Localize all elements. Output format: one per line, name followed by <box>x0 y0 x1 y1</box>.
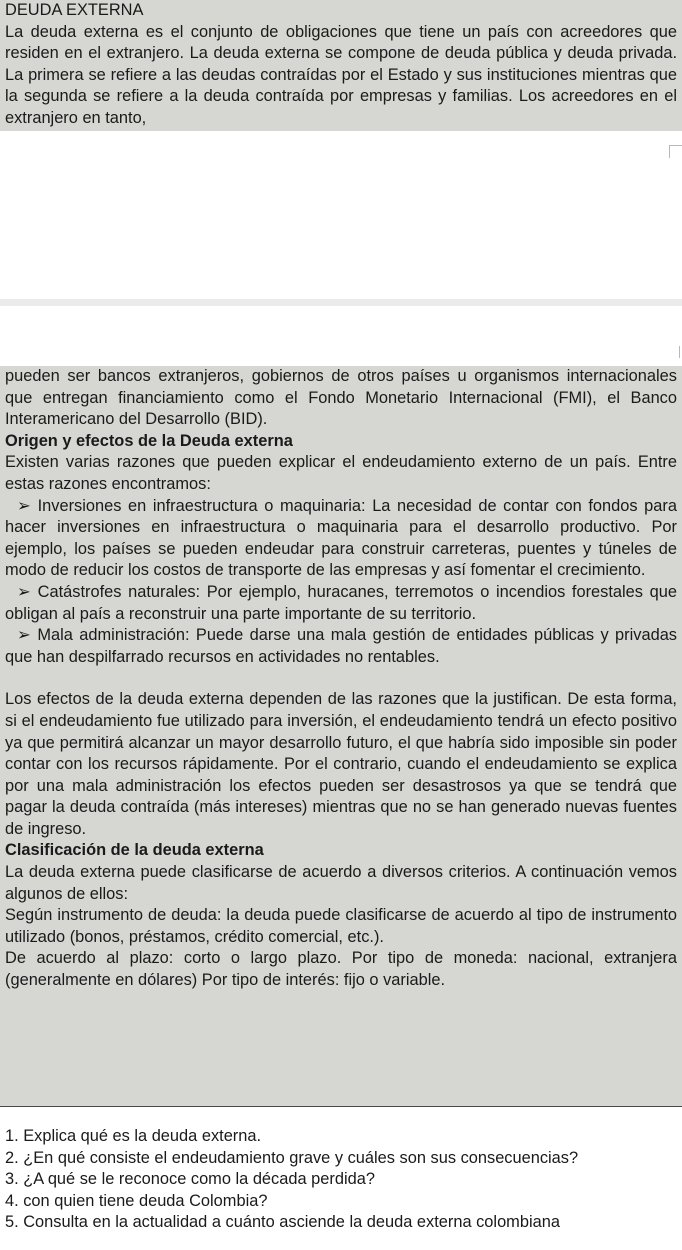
intro-block <box>0 0 682 131</box>
bullet-item <box>5 496 677 582</box>
question-item: 3. ¿A qué se le reconoce como la década perdida? <box>5 1170 375 1189</box>
bullet-item <box>5 582 677 625</box>
classification-intro: La deuda externa puede clasificarse de acuerdo a diversos criterios. A continuación vemos algunos de ellos: <box>5 863 677 903</box>
bullet-text: Catástrofes naturales: Por ejemplo, huracanes, terremotos o incendios forestales que obligan al país a reconstruir una parte importante de su territorio. <box>5 582 677 623</box>
question-item: 1. Explica qué es la deuda externa. <box>5 1127 262 1145</box>
page-separator <box>0 299 682 306</box>
question-item: 2. ¿En qué consiste el endeudamiento grave y cuáles son sus consecuencias? <box>5 1148 579 1167</box>
question-item: 5. Consulta en la actualidad a cuánto asciende la deuda externa colombiana <box>5 1213 560 1232</box>
origin-intro: Existen varias razones que pueden explicar el endeudamiento externo de un país. Entre estas razones encontramos: <box>5 453 677 493</box>
divider-line <box>0 1106 682 1107</box>
blank-area-top <box>0 131 682 299</box>
effects-paragraph: Los efectos de la deuda externa dependen de las razones que la justifican. De esta forma, si el endeudamiento fue utilizado para inversión, el endeudamiento tendrá un efecto positivo ya que permitirá alcanzar un mayor desarrollo futuro, el que habría sido imposible sin poder contar con los recursos rápidamente. Por el contrario, cuando el endeudamiento se explica por una mala administración los efectos pueden ser desastrosos ya que se tendrá que pagar la deuda contraída (más intereses) mientras que no se han generado nuevas fuentes de ingreso. <box>5 690 677 838</box>
classification-heading: Clasificación de la deuda externa <box>5 841 264 860</box>
main-block <box>0 366 682 1106</box>
classification-term: De acuerdo al plazo: corto o largo plazo. Por tipo de moneda: nacional, extranjera (generalmente en dólares) Por tipo de interés: fijo o variable. <box>5 949 677 990</box>
bullet-text: Mala administración: Puede darse una mala gestión de entidades públicas y privadas que han despilfarrado recursos en actividades no rentables. <box>5 626 677 666</box>
questions-list <box>0 1126 682 1250</box>
crop-corner-bottom <box>667 346 680 358</box>
blank-area-bottom <box>0 306 682 366</box>
document-title: DEUDA EXTERNA <box>5 1 144 19</box>
paragraph-gap <box>5 668 677 689</box>
intro-paragraph: La deuda externa es el conjunto de obligaciones que tiene un país con acreedores que residen en el extranjero. La deuda externa se compone de deuda pública y deuda privada. La primera se refiere a las deudas contraídas por el Estado y sus instituciones mientras que la segunda se refiere a la deuda contraída por empresas y familias. Los acreedores en el extranjero en tanto, <box>5 22 677 127</box>
origin-heading: Origen y efectos de la Deuda externa <box>5 431 293 450</box>
continuation-paragraph: pueden ser bancos extranjeros, gobiernos de otros países u organismos internacionales que entregan financiamiento como el Fondo Monetario Internacional (FMI), el Banco Interamericano del Desarrollo (BID). <box>5 367 677 429</box>
crop-corner-top <box>669 145 682 158</box>
classification-instrument: Según instrumento de deuda: la deuda puede clasificarse de acuerdo al tipo de instrumento utilizado (bonos, préstamos, crédito comercial, etc.). <box>5 906 677 946</box>
arrow-bullet-icon: ➢ <box>17 496 31 515</box>
bullet-item <box>5 625 677 668</box>
question-item: 4. con quien tiene deuda Colombia? <box>5 1191 268 1210</box>
arrow-bullet-icon: ➢ <box>17 626 31 645</box>
arrow-bullet-icon: ➢ <box>17 582 31 601</box>
bullet-text: Inversiones en infraestructura o maquinaria: La necesidad de contar con fondos para hacer inversiones en infraestructura o maquinaria para el desarrollo productivo. Por ejemplo, los países se pueden endeudar para construir carreteras, puentes y túneles de modo de reducir los costos de transporte de las empresas y así fomentar el crecimiento. <box>5 496 677 580</box>
